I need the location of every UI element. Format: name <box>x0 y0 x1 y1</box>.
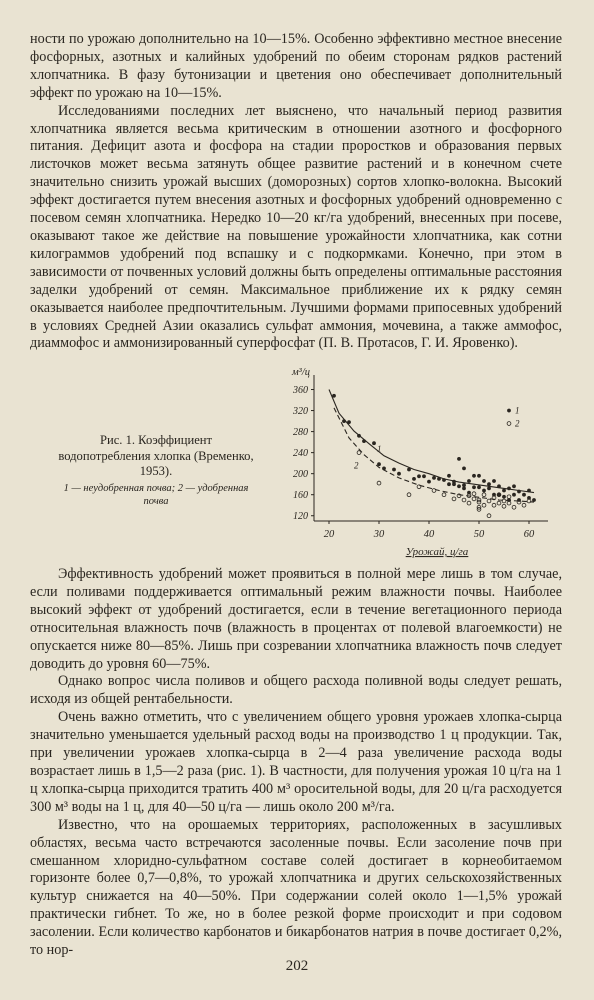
data-point-2 <box>482 503 486 507</box>
data-point-2 <box>442 493 446 497</box>
x-tick-label: 60 <box>523 529 535 540</box>
data-point-1 <box>392 468 396 472</box>
data-point-1 <box>517 490 521 494</box>
data-point-1 <box>412 477 416 481</box>
data-point-1 <box>362 439 366 443</box>
data-point-1 <box>442 478 446 482</box>
data-point-1 <box>462 487 466 491</box>
y-tick-label: 280 <box>293 427 308 439</box>
paragraph: ности по урожаю дополнительно на 10—15%. Особенно эффективно местное внесение фосфорных, азотных и калийных удобрений по обеим сторонам рядков растений хлопчатника. В фазу бутонизации и цветения оно обеспечивает дополнительный эффект по урожаю на 10—15%. <box>30 31 562 101</box>
figure-1 <box>30 365 562 565</box>
y-tick-label: 160 <box>293 490 308 502</box>
data-point-1 <box>487 482 491 486</box>
data-point-2 <box>487 499 491 503</box>
data-point-1 <box>502 495 506 499</box>
x-tick-label: 50 <box>473 529 485 540</box>
data-point-1 <box>497 484 501 488</box>
y-tick-label: 320 <box>293 406 308 418</box>
data-point-2 <box>512 505 516 509</box>
data-point-1 <box>482 489 486 493</box>
data-point-2 <box>522 503 526 507</box>
paragraph: Эффективность удобрений может проявиться в полной мере лишь в том случае, если поливами поддерживается оптимальный режим влажности почвы. Наиболее высокий эффект от удобрений достигается, если в течение вегетационного периода относительная влажность почв (влажность в процентах от полевой влагоемкости) не опускается ниже 80—85%. Лишь при созревании хлопчатника влажность почв следует доводить до уровня 60—75%. <box>30 566 562 672</box>
data-point-1 <box>452 480 456 484</box>
data-point-2 <box>377 481 381 485</box>
legend-marker <box>507 422 511 426</box>
data-point-2 <box>487 514 491 518</box>
data-point-1 <box>492 479 496 483</box>
data-point-2 <box>452 497 456 501</box>
data-point-1 <box>512 484 516 488</box>
text-block-main <box>30 566 562 960</box>
y-axis-label: м³/ц <box>291 367 310 378</box>
data-point-2 <box>482 493 486 497</box>
data-point-1 <box>502 489 506 493</box>
x-tick-label: 30 <box>373 529 385 540</box>
data-point-1 <box>427 480 431 484</box>
page-number: 202 <box>285 958 309 974</box>
data-point-1 <box>482 479 486 483</box>
x-axis-label: Урожай, ц/га <box>405 546 469 558</box>
data-point-2 <box>407 493 411 497</box>
data-point-1 <box>357 434 361 438</box>
data-point-2 <box>492 503 496 507</box>
data-point-1 <box>342 419 346 423</box>
data-point-1 <box>457 457 461 461</box>
y-tick-label: 360 <box>293 385 308 397</box>
data-point-1 <box>432 476 436 480</box>
data-point-1 <box>467 479 471 483</box>
legend-marker-label: 2 <box>515 418 520 429</box>
data-point-1 <box>487 487 491 491</box>
legend-marker-label: 1 <box>515 405 520 416</box>
data-point-1 <box>472 485 476 489</box>
data-point-1 <box>512 493 516 497</box>
y-tick-label: 240 <box>293 448 308 460</box>
data-point-2 <box>497 501 501 505</box>
data-point-1 <box>447 482 451 486</box>
data-point-2 <box>462 498 466 502</box>
data-point-2 <box>472 497 476 501</box>
data-point-1 <box>447 474 451 478</box>
data-point-1 <box>347 420 351 424</box>
data-point-1 <box>472 474 476 478</box>
data-point-1 <box>477 485 481 489</box>
data-point-1 <box>457 484 461 488</box>
data-point-1 <box>532 498 536 502</box>
data-point-1 <box>437 477 441 481</box>
trend-curve-1 <box>329 390 534 493</box>
data-point-1 <box>422 474 426 478</box>
data-point-1 <box>377 462 381 466</box>
data-point-1 <box>372 441 376 445</box>
data-point-1 <box>417 474 421 478</box>
data-point-1 <box>382 467 386 471</box>
data-point-1 <box>507 487 511 491</box>
data-point-2 <box>432 489 436 493</box>
data-point-1 <box>527 489 531 493</box>
legend-marker <box>507 409 511 413</box>
data-point-1 <box>397 472 401 476</box>
data-point-1 <box>407 468 411 472</box>
x-tick-label: 20 <box>323 529 335 540</box>
data-point-2 <box>472 492 476 496</box>
figure-legend: 1 — неудобренная почва; 2 — удобренная почва <box>63 483 249 507</box>
curve-label: 2 <box>354 460 359 471</box>
y-tick-label: 200 <box>293 469 308 481</box>
data-point-2 <box>357 451 361 455</box>
x-tick-label: 40 <box>423 529 435 540</box>
paragraph: Исследованиями последних лет выяснено, что начальный период развития хлопчатника является весьма критическим в отношении азотного и фосфорного питания. Дефицит азота и фосфора на стадии проростков и образования первых листочков может весьма затянуть общее развитие растений и в конечном счете значительно снизить урожай высших (доморозных) сортов хлопко-волокна. Высокий эффект достигается путем внесения азотных и фосфорных удобрений одновременно с посевом семян хлопчатника. Нередко 10—20 кг/га удобрений, внесенных при посеве, оказывают такое же действие на повышение урожайности хлопчатника, как сотни килограммов удобрений под вспашку и с подкормками. Конечно, при этом в зависимости от почвенных условий должны быть определены оптимальные расстояния заделки удобрений от семян. Максимальное приближение их к рядку семян оказывается наиболее предпочтительным. Лучшими формами припосевных удобрений в условиях Средней Азии оказались сульфат аммония, мочевина, а также аммофос, диаммофос и аммонизированный суперфосфат (П. В. Протасов, Г. И. Яровенко). <box>30 102 562 352</box>
text-block-top <box>30 31 562 353</box>
data-point-1 <box>522 493 526 497</box>
data-point-1 <box>477 474 481 478</box>
paragraph: Очень важно отметить, что с увеличением общего уровня урожаев хлопка-сырца значительно уменьшается удельный расход воды на производство 1 ц продукции. Так, при увеличении урожаев хлопка-сырца в 2—4 раза увеличение расхода воды возрастает лишь в 1,5—2 раза (рис. 1). В частности, для получения урожая 10 ц/га на 1 ц хлопка-сырца приходится тратить 400 м³ оросительной воды, для 20 ц/га расходуется 300 м³ воды на 1 ц, для 40—50 ц/га — лишь около 200 м³/га. <box>30 709 562 815</box>
data-point-2 <box>502 504 506 508</box>
figure-caption: Рис. 1. Коэффициент водопотребления хлопка (Временко, 1953). <box>58 433 254 478</box>
y-tick-label: 120 <box>293 511 308 523</box>
data-point-2 <box>467 501 471 505</box>
paragraph: Известно, что на орошаемых территориях, расположенных в засушливых областях, весьма часто встречаются засоленные почвы. Если засоление почв при смешанном хлоридно-сульфатном составе солей достигает в корнеобитаемом горизонте более 0,7—0,8%, то урожай хлопчатника и других сельскохозяйственных культур снижается на 40—50%. При содержании солей около 1—1,5% урожай практически гибнет. То же, но в более резкой форме происходит и при содовом засолении. Если количество карбонатов и бикарбонатов натрия в почве достигает 0,2%, то нор- <box>30 816 562 959</box>
water-use-scatter-chart <box>276 365 556 565</box>
data-point-2 <box>502 499 506 503</box>
paragraph: Однако вопрос числа поливов и общего расхода поливной воды следует решать, исходя из общей рентабельности. <box>30 673 562 708</box>
curve-label: 1 <box>377 443 382 454</box>
data-point-2 <box>417 485 421 489</box>
data-point-1 <box>462 467 466 471</box>
data-point-1 <box>332 394 336 398</box>
